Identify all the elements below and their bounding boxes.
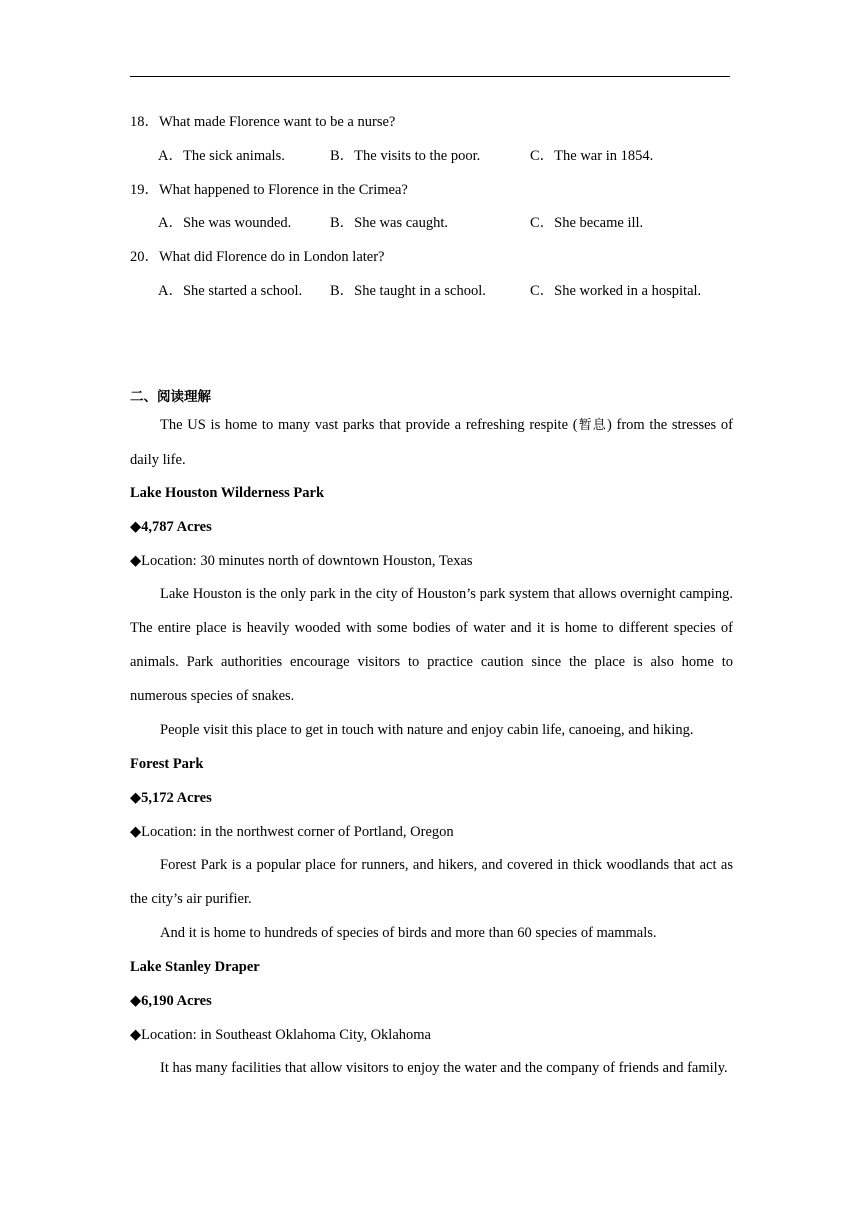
option-a: A．The sick animals. <box>158 148 285 164</box>
park-name: Lake Stanley Draper <box>130 959 260 975</box>
park-description: And it is home to hundreds of species of birds and more than 60 species of mammals. <box>160 925 657 941</box>
header-rule <box>130 76 730 77</box>
question-18 <box>130 112 395 132</box>
option-c: C．She worked in a hospital. <box>530 283 702 299</box>
park-name: Lake Houston Wilderness Park <box>130 485 325 501</box>
option-b: B．She taught in a school. <box>330 283 486 299</box>
option-b: B．The visits to the poor. <box>330 148 481 164</box>
park-name: Forest Park <box>130 756 204 772</box>
question-text: What made Florence want to be a nurse? <box>159 114 396 130</box>
option-a: A．She started a school. <box>158 283 303 299</box>
question-text: What happened to Florence in the Crimea? <box>159 182 408 198</box>
park-acres: ◆4,787 Acres <box>130 519 212 535</box>
intro-chinese-gloss: 暂息 <box>577 418 607 433</box>
intro-paragraph <box>130 408 733 477</box>
intro-text-start: The US is home to many vast parks that provide a refreshing respite ( <box>160 417 578 433</box>
question-20 <box>130 247 385 267</box>
option-c: C．The war in 1854. <box>530 148 654 164</box>
section-heading: 二、阅读理解 <box>130 389 211 405</box>
park-acres: ◆5,172 Acres <box>130 790 212 806</box>
park-acres: ◆6,190 Acres <box>130 993 212 1009</box>
question-number: 19． <box>130 182 159 198</box>
question-19 <box>130 180 408 200</box>
park-description: People visit this place to get in touch with nature and enjoy cabin life, canoeing, and hiking. <box>160 722 694 738</box>
park-description: It has many facilities that allow visitors to enjoy the water and the company of friends and family. <box>160 1060 728 1076</box>
option-c: C．She became ill. <box>530 215 644 231</box>
question-number: 18． <box>130 114 159 130</box>
park-location: ◆Location: in Southeast Oklahoma City, Oklahoma <box>130 1027 431 1043</box>
question-number: 20． <box>130 249 159 265</box>
park-description: Forest Park is a popular place for runners, and hikers, and covered in thick woodlands that act as the city’s air purifier. <box>130 857 733 907</box>
option-a: A．She was wounded. <box>158 215 292 231</box>
park-location: ◆Location: in the northwest corner of Portland, Oregon <box>130 824 454 840</box>
question-text: What did Florence do in London later? <box>159 249 385 265</box>
park-location: ◆Location: 30 minutes north of downtown Houston, Texas <box>130 553 473 569</box>
park-description: Lake Houston is the only park in the city of Houston’s park system that allows overnight camping. The entire place is heavily wooded with some bodies of water and it is home to different species of animals. Park authorities encourage visitors to practice caution since the place is also home to numerous species of snakes. <box>130 586 733 704</box>
option-b: B．She was caught. <box>330 215 448 231</box>
intro-text-end: ) from the stresses of daily life. <box>130 417 734 468</box>
